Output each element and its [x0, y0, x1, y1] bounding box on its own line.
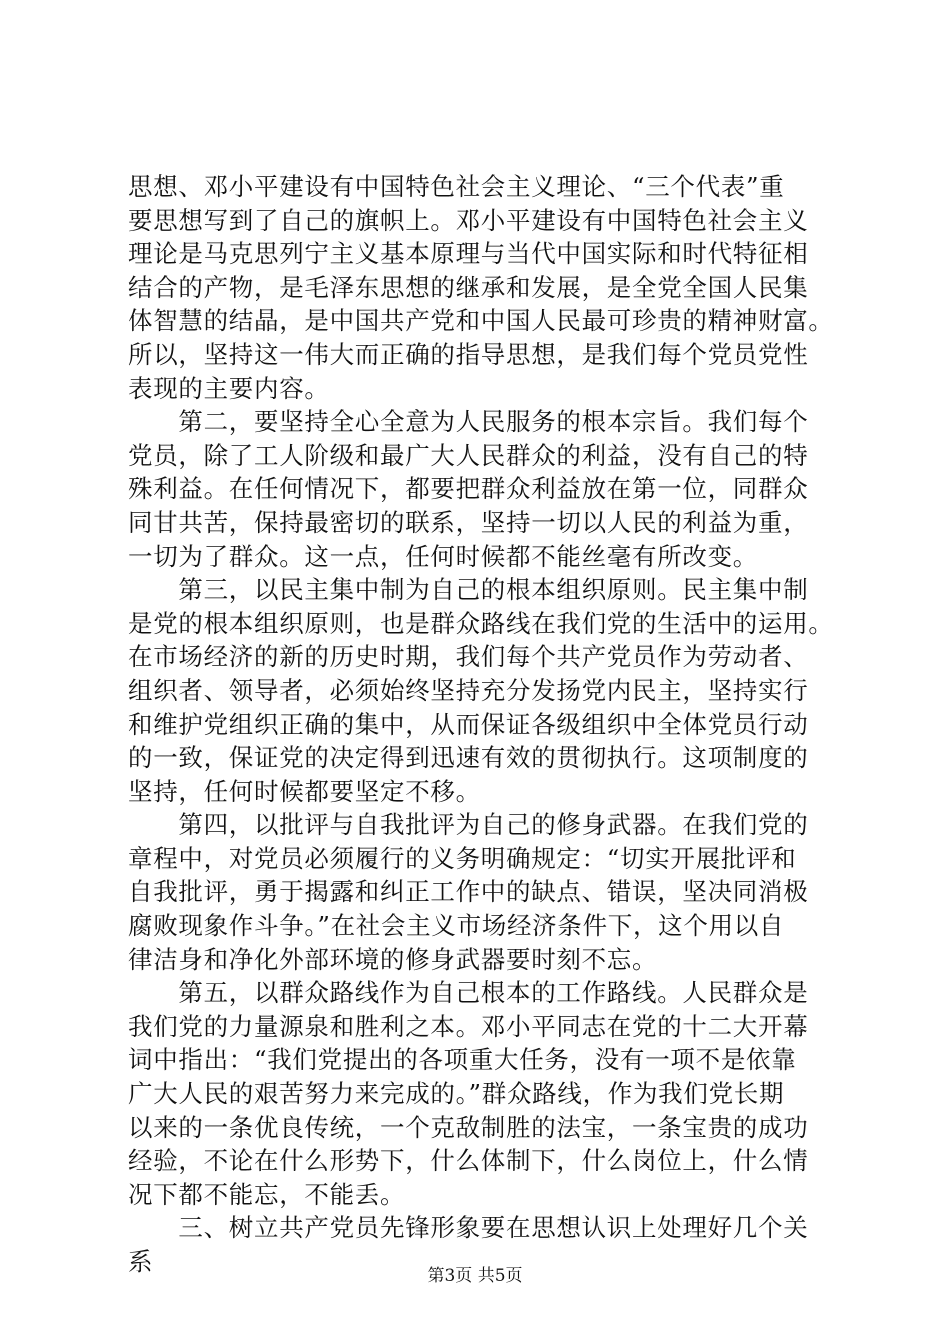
text-line: 律洁身和净化外部环境的修身武器要时刻不忘。 — [128, 944, 658, 974]
text-line: 体智慧的结晶，是中国共产党和中国人民最可珍贵的精神财富。 — [128, 306, 834, 336]
text-line: 同甘共苦，保持最密切的联系，坚持一切以人民的利益为重， — [128, 507, 809, 537]
text-line: 第二，要坚持全心全意为人民服务的根本宗旨。我们每个 — [128, 407, 809, 437]
text-line: 所以，坚持这一伟大而正确的指导思想，是我们每个党员党性 — [128, 339, 809, 369]
text-line: 要思想写到了自己的旗帜上。邓小平建设有中国特色社会主义 — [128, 205, 809, 235]
text-line: 以来的一条优良传统，一个克敌制胜的法宝，一条宝贵的成功 — [128, 1112, 809, 1142]
text-line: 和维护党组织正确的集中，从而保证各级组织中全体党员行动 — [128, 709, 809, 739]
text-line: 组织者、领导者，必须始终坚持充分发扬党内民主，坚持实行 — [128, 675, 809, 705]
text-line: 结合的产物，是毛泽东思想的继承和发展，是全党全国人民集 — [128, 272, 809, 302]
text-line: 是党的根本组织原则，也是群众路线在我们党的生活中的运用。 — [128, 608, 834, 638]
text-line: 第三，以民主集中制为自己的根本组织原则。民主集中制 — [128, 575, 809, 605]
text-line: 第四，以批评与自我批评为自己的修身武器。在我们党的 — [128, 810, 809, 840]
text-line: 的一致，保证党的决定得到迅速有效的贯彻执行。这项制度的 — [128, 743, 809, 773]
text-line: 理论是马克思列宁主义基本原理与当代中国实际和时代特征相 — [128, 239, 809, 269]
text-line: 系 — [128, 1247, 154, 1276]
text-line: 一切为了群众。这一点，任何时候都不能丝毫有所改变。 — [128, 541, 758, 571]
text-line: 在市场经济的新的历史时期，我们每个共产党员作为劳动者、 — [128, 642, 809, 672]
text-line: 经验，不论在什么形势下，什么体制下，什么岗位上，什么情 — [128, 1146, 809, 1176]
text-line: 自我批评，勇于揭露和纠正工作中的缺点、错误，坚决同消极 — [128, 877, 809, 907]
body-text — [128, 170, 840, 1279]
text-line: 我们党的力量源泉和胜利之本。邓小平同志在党的十二大开幕 — [128, 1011, 809, 1041]
text-line: 三、树立共产党员先锋形象要在思想认识上处理好几个关 — [128, 1213, 809, 1243]
text-line: 况下都不能忘，不能丢。 — [128, 1179, 406, 1209]
text-line: 腐败现象作斗争。”在社会主义市场经济条件下，这个用以自 — [128, 911, 785, 941]
text-line: 第五，以群众路线作为自己根本的工作路线。人民群众是 — [128, 978, 809, 1008]
page-number-footer: 第3页 共5页 — [427, 1266, 523, 1286]
text-line: 坚持，任何时候都要坚定不移。 — [128, 776, 481, 806]
text-line: 表现的主要内容。 — [128, 373, 330, 403]
text-line: 词中指出：“我们党提出的各项重大任务，没有一项不是依靠 — [128, 1045, 797, 1075]
text-line: 广大人民的艰苦努力来完成的。”群众路线，作为我们党长期 — [128, 1079, 785, 1109]
text-line: 章程中，对党员必须履行的义务明确规定：“切实开展批评和 — [128, 843, 797, 873]
text-line: 思想、邓小平建设有中国特色社会主义理论、“三个代表”重 — [128, 172, 785, 201]
text-line: 党员，除了工人阶级和最广大人民群众的利益，没有自己的特 — [128, 440, 809, 470]
text-line: 殊利益。在任何情况下，都要把群众利益放在第一位，同群众 — [128, 474, 809, 504]
